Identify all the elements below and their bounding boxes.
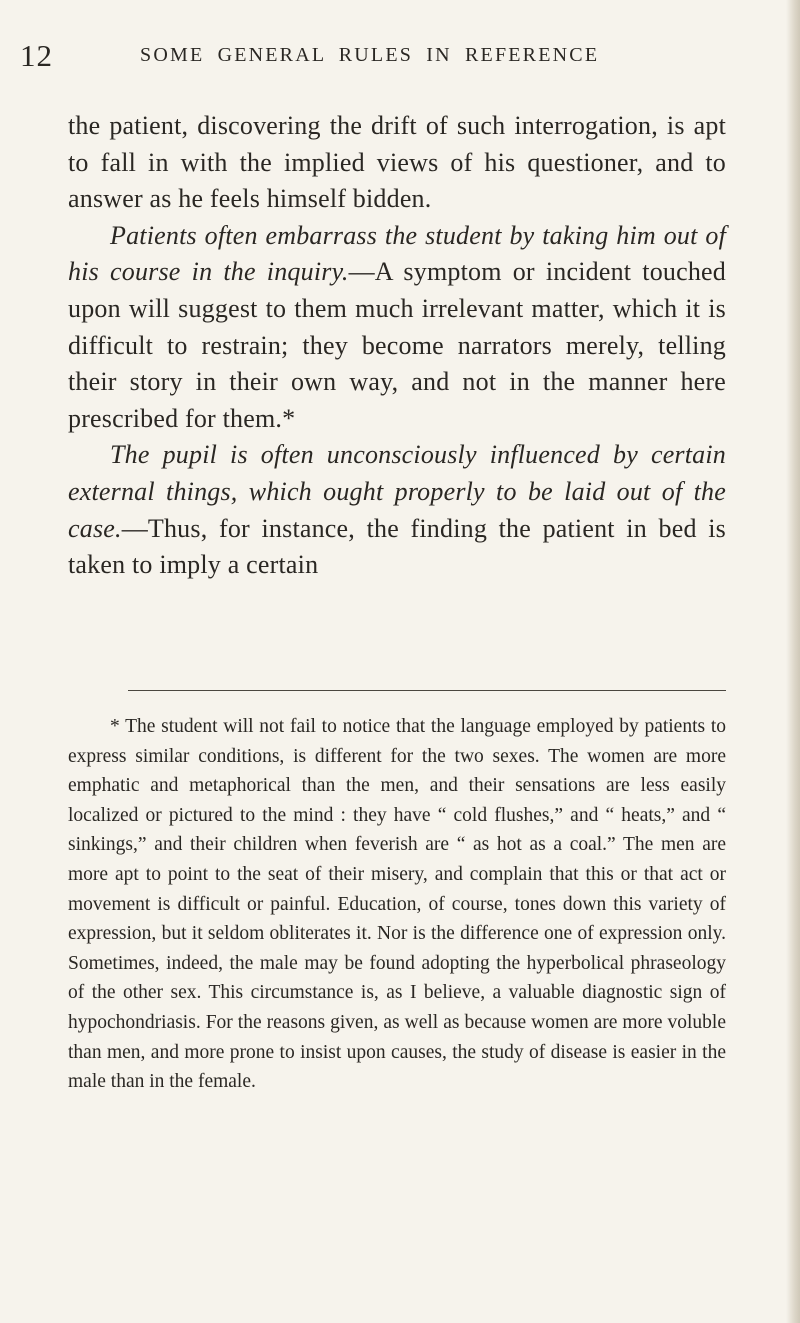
paragraph-1: the patient, discovering the drift of such interrogation, is apt to fall in with the implied views of his questioner, and to answer as he feels himself bidden. [68, 111, 726, 214]
paragraph-2-heading: Patients often embarrass the student by taking him out of his course in the inquiry. [68, 220, 726, 287]
paragraph-3-text: —Thus, for instance, the finding the patient in bed is taken to imply a certain [68, 513, 726, 580]
paragraph-3 [68, 437, 726, 583]
paragraph-3-heading: The pupil is often unconsciously influenced by certain external things, which ought properly to be laid out of the case. [68, 440, 726, 543]
footnote-divider [128, 690, 726, 691]
page-edge-shadow [786, 0, 800, 1323]
running-head [0, 38, 800, 78]
paragraph-2-text: —A symptom or incident touched upon will suggest to them much irrelevant matter, which it is difficult to restrain; they become narrators merely, telling their story in their own way, and not in the manner here prescribed for them.* [68, 257, 726, 433]
running-head-title: SOME GENERAL RULES IN REFERENCE [140, 44, 600, 66]
footnote: * The student will not fail to notice that the language employed by patients to express similar conditions, is different for the two sexes. The women are more emphatic and metaphorical than the men, and their sensations are less easily localized or pictured to the mind : they have “ cold flushes,” and “ heats,” and “ sinkings,” and their children when feverish are “ as hot as a coal.” The men are more apt to point to the seat of their misery, and complain that this or that act or movement is difficult or painful. Education, of course, tones down this variety of expression, but it seldom obliterates it. Nor is the difference one of expression only. Sometimes, indeed, the male may be found adopting the hyperbolical phraseology of the other sex. This circumstance is, as I believe, a valuable diagnostic sign of hypochondriasis. For the reasons given, as well as because women are more voluble than men, and more prone to insist upon causes, the study of disease is easier in the male than in the female. [68, 716, 726, 1093]
body-text [68, 108, 726, 584]
paragraph-2 [68, 218, 726, 438]
page-number: 12 [20, 38, 53, 73]
